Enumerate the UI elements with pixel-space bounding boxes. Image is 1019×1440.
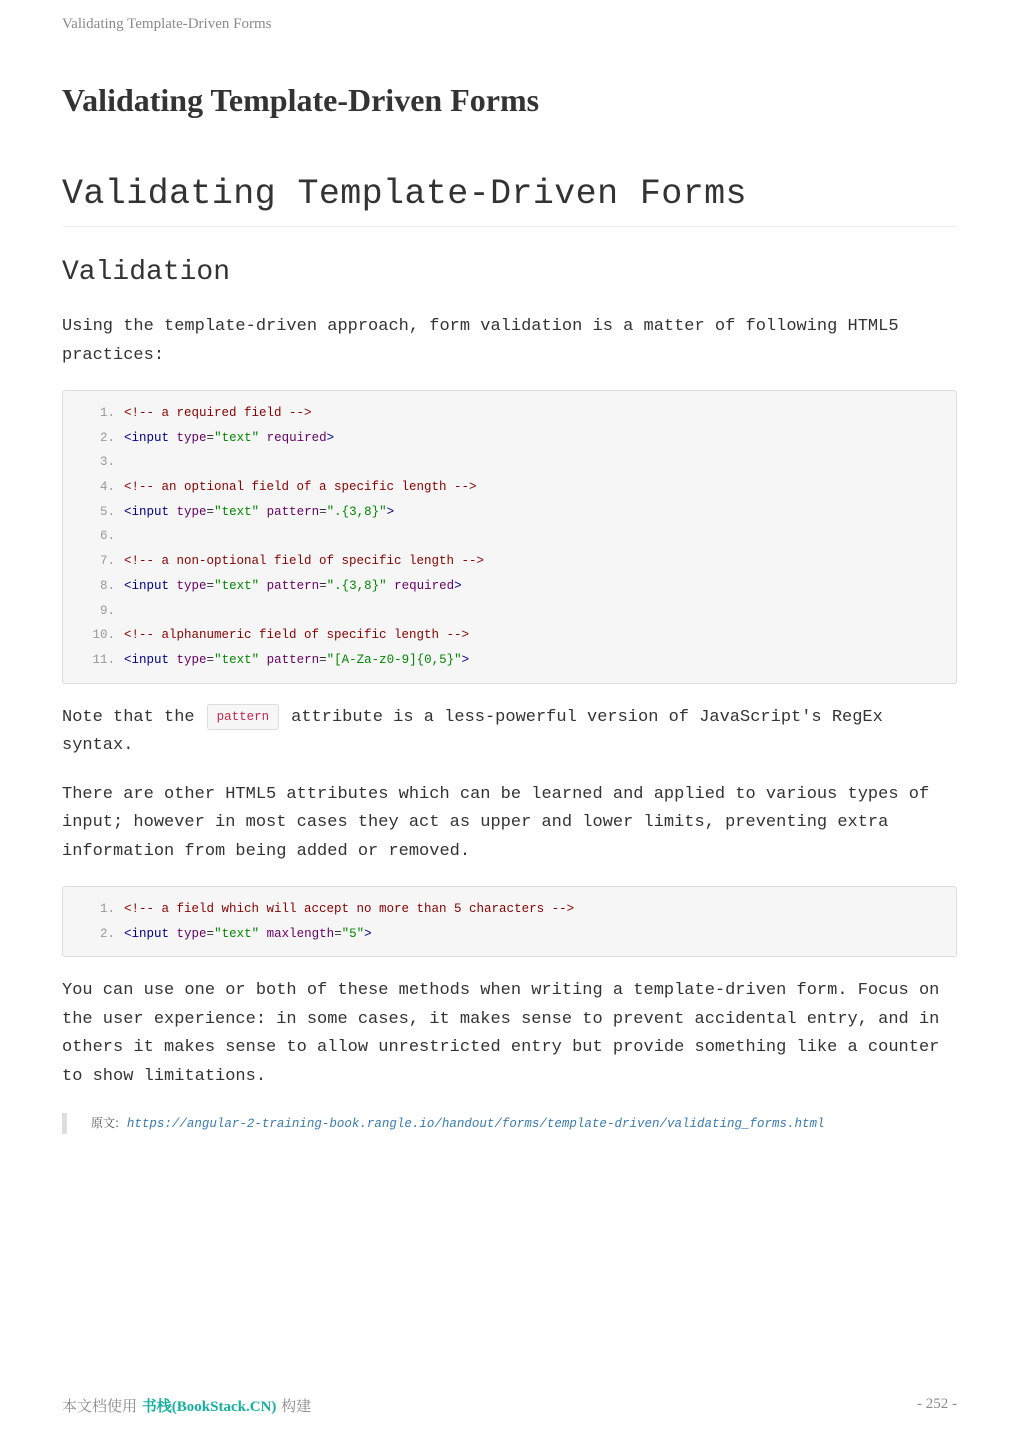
- code-line: [63, 922, 956, 947]
- code-token-tag: <input: [124, 652, 170, 667]
- conclusion-paragraph: You can use one or both of these methods when writing a template-driven form. Focus on the user experience: in some cases, it makes sense to prevent accidental entry, and in others it makes sense to allow unrestricted entry but provide something like a counter to show limitations.: [62, 981, 940, 1086]
- code-line: [63, 500, 956, 525]
- page-number: - 252 -: [917, 1396, 957, 1412]
- line-number: 5.: [99, 504, 115, 519]
- code-line: [63, 475, 956, 500]
- code-token-attr: type: [176, 430, 207, 445]
- code-token-plain: [169, 505, 177, 519]
- code-token-str: "5": [341, 926, 365, 941]
- code-token-plain: =: [319, 578, 327, 593]
- code-token-plain: [169, 431, 177, 445]
- line-number: 2.: [99, 430, 115, 445]
- code-block-maxlength: [62, 886, 957, 957]
- code-token-attr: required: [394, 578, 455, 593]
- code-line: [63, 549, 956, 574]
- code-token-str: "text": [214, 578, 260, 593]
- note-text-after: attribute is a less-powerful version of JavaScript's RegEx syntax.: [62, 707, 883, 756]
- code-token-attr: required: [266, 430, 327, 445]
- footer-suffix: 构建: [281, 1397, 312, 1415]
- line-number: 1.: [99, 406, 115, 420]
- code-token-attr: type: [176, 652, 207, 667]
- code-block-html5-validation: [62, 390, 957, 684]
- code-text: [124, 922, 372, 947]
- code-token-comment: <!-- alphanumeric field of specific length -->: [124, 628, 470, 643]
- code-text: [124, 401, 312, 426]
- code-token-plain: [259, 505, 267, 519]
- bookstack-link[interactable]: 书栈(BookStack.CN): [141, 1399, 277, 1415]
- code-token-comment: <!-- a field which will accept no more than 5 characters -->: [124, 902, 575, 917]
- code-token-comment: <!-- an optional field of a specific length -->: [124, 480, 477, 495]
- code-token-attr: pattern: [266, 504, 320, 519]
- running-header: Validating Template-Driven Forms: [62, 16, 272, 32]
- code-token-str: "text": [214, 504, 260, 519]
- line-number: 7.: [99, 554, 115, 569]
- code-token-plain: [169, 927, 177, 941]
- code-line: [63, 599, 956, 624]
- code-token-attr: type: [176, 504, 207, 519]
- footer-credit: [62, 1395, 311, 1416]
- code-token-plain: =: [206, 430, 215, 445]
- code-token-tag: >: [364, 926, 372, 941]
- code-token-attr: type: [176, 578, 207, 593]
- inline-code-pattern: pattern: [207, 704, 280, 730]
- code-text: [124, 500, 394, 525]
- code-text: [124, 426, 334, 451]
- code-token-plain: [259, 927, 267, 941]
- code-token-attr: type: [176, 926, 207, 941]
- code-token-tag: >: [461, 652, 470, 667]
- code-text: [124, 648, 469, 673]
- code-token-str: "text": [214, 652, 260, 667]
- code-token-plain: =: [206, 578, 215, 593]
- code-token-attr: maxlength: [266, 926, 335, 941]
- code-line: [63, 648, 956, 673]
- code-token-plain: =: [334, 926, 342, 941]
- code-token-comment: <!-- a non-optional field of specific length -->: [124, 554, 485, 569]
- code-token-tag: <input: [124, 504, 170, 519]
- code-line: [63, 450, 956, 475]
- line-number: 8.: [99, 578, 115, 593]
- code-line: [63, 401, 956, 426]
- source-blockquote: [62, 1113, 957, 1134]
- code-token-tag: >: [326, 430, 335, 445]
- article-heading: Validating Template-Driven Forms: [62, 170, 957, 227]
- code-line: [63, 524, 956, 549]
- code-token-tag: <input: [124, 578, 170, 593]
- page-title: Validating Template-Driven Forms: [62, 82, 540, 118]
- pattern-note-paragraph: [62, 704, 957, 761]
- code-token-tag: >: [386, 504, 395, 519]
- code-token-plain: [259, 653, 267, 667]
- line-number: 9.: [99, 603, 115, 618]
- source-label: 原文:: [91, 1116, 120, 1131]
- line-number: 1.: [99, 902, 115, 917]
- code-line: [63, 426, 956, 451]
- code-token-plain: [169, 579, 177, 593]
- note-text-before: Note that the: [62, 707, 195, 727]
- code-token-tag: <input: [124, 926, 170, 941]
- code-token-plain: =: [206, 652, 215, 667]
- code-token-str: ".{3,8}": [326, 504, 387, 519]
- code-token-str: "text": [214, 926, 260, 941]
- line-number: 2.: [99, 926, 115, 941]
- line-number: 6.: [99, 529, 115, 544]
- code-token-comment: <!-- a required field -->: [124, 406, 312, 420]
- section-heading-validation: Validation: [62, 257, 231, 288]
- code-token-str: "text": [214, 430, 260, 445]
- code-token-plain: =: [206, 504, 215, 519]
- intro-paragraph: Using the template-driven approach, form validation is a matter of following HTML5 practices:: [62, 317, 899, 365]
- line-number: 11.: [92, 652, 115, 667]
- code-text: [124, 897, 574, 922]
- footer-prefix: 本文档使用: [62, 1397, 138, 1415]
- line-number: 10.: [92, 628, 115, 643]
- code-token-str: ".{3,8}": [326, 578, 387, 593]
- code-line: [63, 897, 956, 922]
- code-token-plain: [259, 431, 267, 445]
- code-token-tag: >: [454, 578, 462, 593]
- code-token-attr: pattern: [266, 578, 320, 593]
- code-token-plain: [259, 579, 267, 593]
- source-link[interactable]: https://angular-2-training-book.rangle.io/handout/forms/template-driven/validating_forms.html: [126, 1117, 825, 1132]
- line-number: 4.: [99, 480, 115, 495]
- article-content: [62, 170, 957, 1134]
- code-token-str: "[A-Za-z0-9]{0,5}": [326, 652, 462, 667]
- line-number: 3.: [99, 455, 115, 470]
- code-line: [63, 623, 956, 648]
- code-token-plain: =: [206, 926, 215, 941]
- code-line: [63, 574, 956, 599]
- code-text: [124, 549, 484, 574]
- code-token-tag: <input: [124, 430, 170, 445]
- code-text: [124, 475, 477, 500]
- code-token-plain: =: [319, 652, 327, 667]
- code-token-plain: =: [319, 504, 327, 519]
- code-text: [124, 623, 469, 648]
- code-token-plain: [169, 653, 177, 667]
- attributes-paragraph: There are other HTML5 attributes which can be learned and applied to various types of input; however in most cases they act as upper and lower limits, preventing extra information from being added or removed.: [62, 784, 930, 861]
- code-token-attr: pattern: [266, 652, 320, 667]
- code-text: [124, 574, 462, 599]
